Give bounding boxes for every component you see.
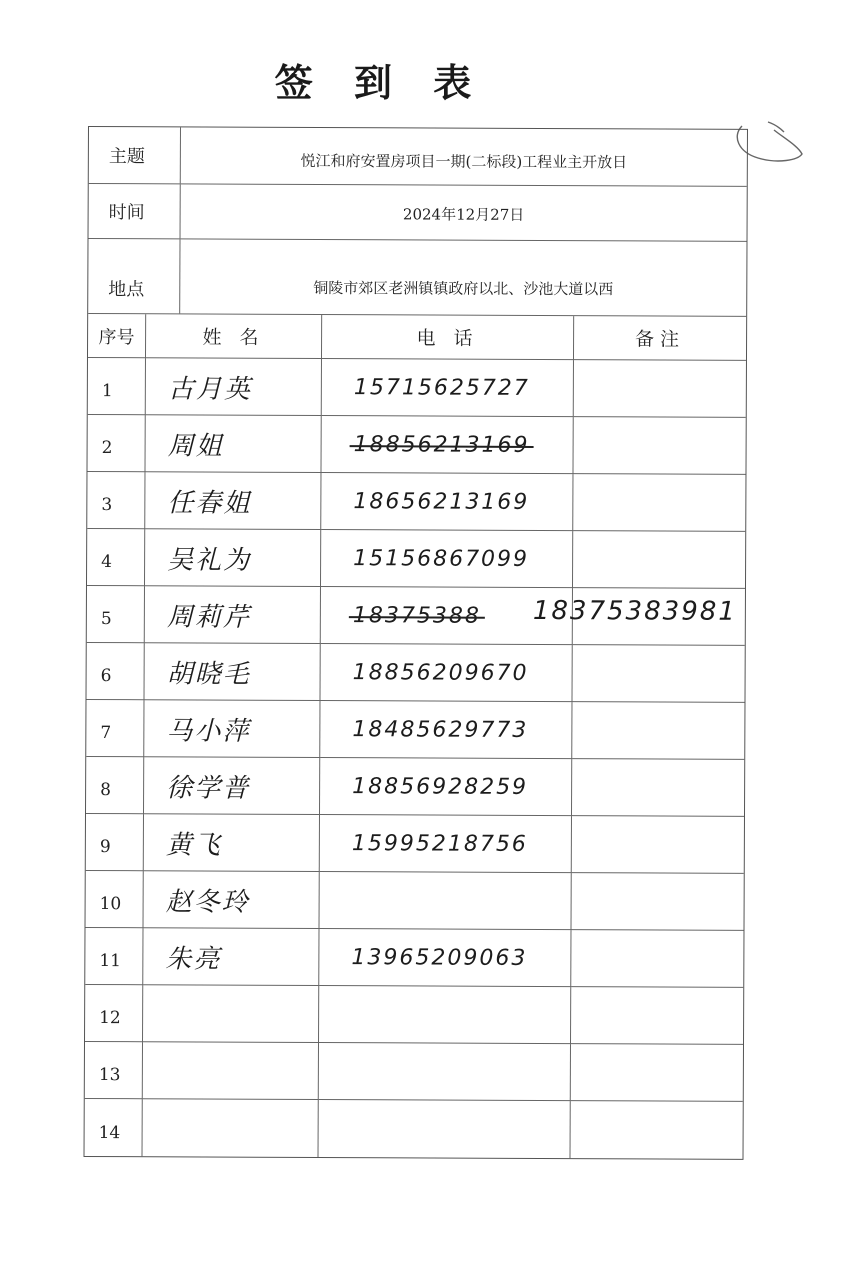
row-number xyxy=(86,757,144,814)
time-value: 2024年12月27日 xyxy=(402,205,525,224)
phone-number xyxy=(319,1043,571,1101)
signature-name xyxy=(145,415,321,473)
remark-cell xyxy=(571,930,743,988)
remark-cell xyxy=(571,1101,743,1159)
row-number-text: 12 xyxy=(99,1008,121,1029)
time-label: 时间 xyxy=(89,184,181,238)
row-number xyxy=(85,928,143,985)
subject-value: 悦江和府安置房项目一期(二标段)工程业主开放日 xyxy=(300,151,628,171)
row-number-text: 11 xyxy=(99,951,122,972)
row-number-text: 4 xyxy=(101,552,112,573)
signature-name-text: 古月英 xyxy=(167,373,252,405)
row-number-text: 7 xyxy=(100,723,112,744)
signature-name-text: 徐学普 xyxy=(166,772,251,804)
remark-cell xyxy=(571,873,743,931)
row-number-text: 9 xyxy=(99,837,111,858)
phone-number xyxy=(321,473,573,531)
signature-name xyxy=(143,985,319,1043)
phone-number xyxy=(321,416,573,474)
row-number xyxy=(85,1042,143,1099)
row-number xyxy=(87,586,145,643)
row-number-text: 10 xyxy=(99,894,122,915)
phone-number xyxy=(320,758,572,816)
row-number-text: 3 xyxy=(101,495,113,516)
header-seq: 序号 xyxy=(88,314,146,358)
remark-cell xyxy=(572,702,744,760)
row-number xyxy=(87,472,145,529)
header-remark: 备注 xyxy=(574,316,746,361)
phone-number-text: 15995218756 xyxy=(351,830,528,857)
phone-number xyxy=(319,872,571,930)
row-number xyxy=(88,358,146,415)
header-name: 姓 名 xyxy=(146,314,322,359)
signature-name xyxy=(145,472,321,530)
row-number-text: 14 xyxy=(98,1122,121,1143)
remark-cell xyxy=(571,1044,743,1102)
signature-name xyxy=(143,1042,319,1100)
phone-number-text: 13965209063 xyxy=(351,944,528,971)
signature-name xyxy=(143,928,319,986)
row-number xyxy=(86,871,144,928)
signature-name xyxy=(143,1099,319,1157)
phone-number xyxy=(321,530,573,588)
signature-name xyxy=(145,529,321,587)
signature-name xyxy=(144,643,320,701)
remark-cell xyxy=(572,759,744,817)
row-number xyxy=(86,700,144,757)
phone-number-text: 15156867099 xyxy=(353,545,530,572)
subject-label: 主题 xyxy=(89,127,181,183)
signature-name-text: 周莉芹 xyxy=(166,601,251,633)
phone-number xyxy=(320,815,572,873)
header-phone: 电 话 xyxy=(322,315,574,360)
row-number-text: 13 xyxy=(98,1065,121,1086)
remark-cell xyxy=(573,531,745,589)
phone-number xyxy=(319,986,571,1044)
subject-row xyxy=(89,127,747,187)
signature-name xyxy=(145,586,321,644)
signature-name-text: 赵冬玲 xyxy=(165,886,250,918)
remark-cell xyxy=(571,987,743,1045)
phone-number-text: 18375388 xyxy=(352,602,481,629)
remark-cell xyxy=(532,588,745,646)
phone-number-text: 18856928259 xyxy=(352,773,529,800)
row-number xyxy=(86,643,144,700)
row-number-text: 8 xyxy=(100,780,111,801)
row-number-text: 1 xyxy=(101,381,113,402)
place-row xyxy=(88,239,746,317)
row-number xyxy=(87,529,145,586)
remark-text: 18375383981 xyxy=(532,595,737,627)
signature-name-text: 任春姐 xyxy=(167,487,252,519)
phone-number-text: 15715625727 xyxy=(353,374,530,401)
signature-name-text: 胡晓毛 xyxy=(166,658,251,690)
phone-number xyxy=(322,359,574,417)
place-value: 铜陵市郊区老洲镇镇政府以北、沙池大道以西 xyxy=(313,278,614,299)
phone-number-text: 18856209670 xyxy=(352,659,529,686)
remark-cell xyxy=(573,474,745,532)
row-number xyxy=(87,415,145,472)
signature-name-text: 黄飞 xyxy=(165,829,222,861)
signature-name-text: 马小萍 xyxy=(166,715,251,747)
signature-name xyxy=(144,871,320,929)
row-number xyxy=(86,814,144,871)
remark-cell xyxy=(572,645,744,703)
time-row xyxy=(89,184,747,242)
phone-number xyxy=(319,929,571,987)
row-number-text: 5 xyxy=(100,609,112,630)
phone-number-text: 18656213169 xyxy=(353,488,530,515)
signature-name-text: 周姐 xyxy=(167,430,224,462)
row-number xyxy=(85,985,143,1042)
attendee-grid xyxy=(85,314,747,1159)
remark-cell xyxy=(573,417,745,475)
phone-number-text: 18856213169 xyxy=(353,431,530,458)
signature-name-text: 朱亮 xyxy=(165,943,222,975)
page-title: 签 到 表 xyxy=(274,61,486,105)
signature-name xyxy=(144,700,320,758)
sign-in-table-frame xyxy=(84,126,748,1160)
phone-number xyxy=(319,1100,571,1158)
signature-name xyxy=(146,358,322,416)
signature-name xyxy=(144,757,320,815)
row-number xyxy=(85,1099,143,1156)
row-number-text: 2 xyxy=(101,438,113,459)
remark-cell xyxy=(574,360,746,418)
signature-name-text: 吴礼为 xyxy=(167,544,252,576)
place-label: 地点 xyxy=(88,239,180,313)
phone-number xyxy=(320,644,572,702)
phone-number xyxy=(320,701,572,759)
phone-number-text: 18485629773 xyxy=(352,716,529,743)
remark-cell xyxy=(572,816,744,874)
row-number-text: 6 xyxy=(100,666,112,687)
signature-name xyxy=(144,814,320,872)
